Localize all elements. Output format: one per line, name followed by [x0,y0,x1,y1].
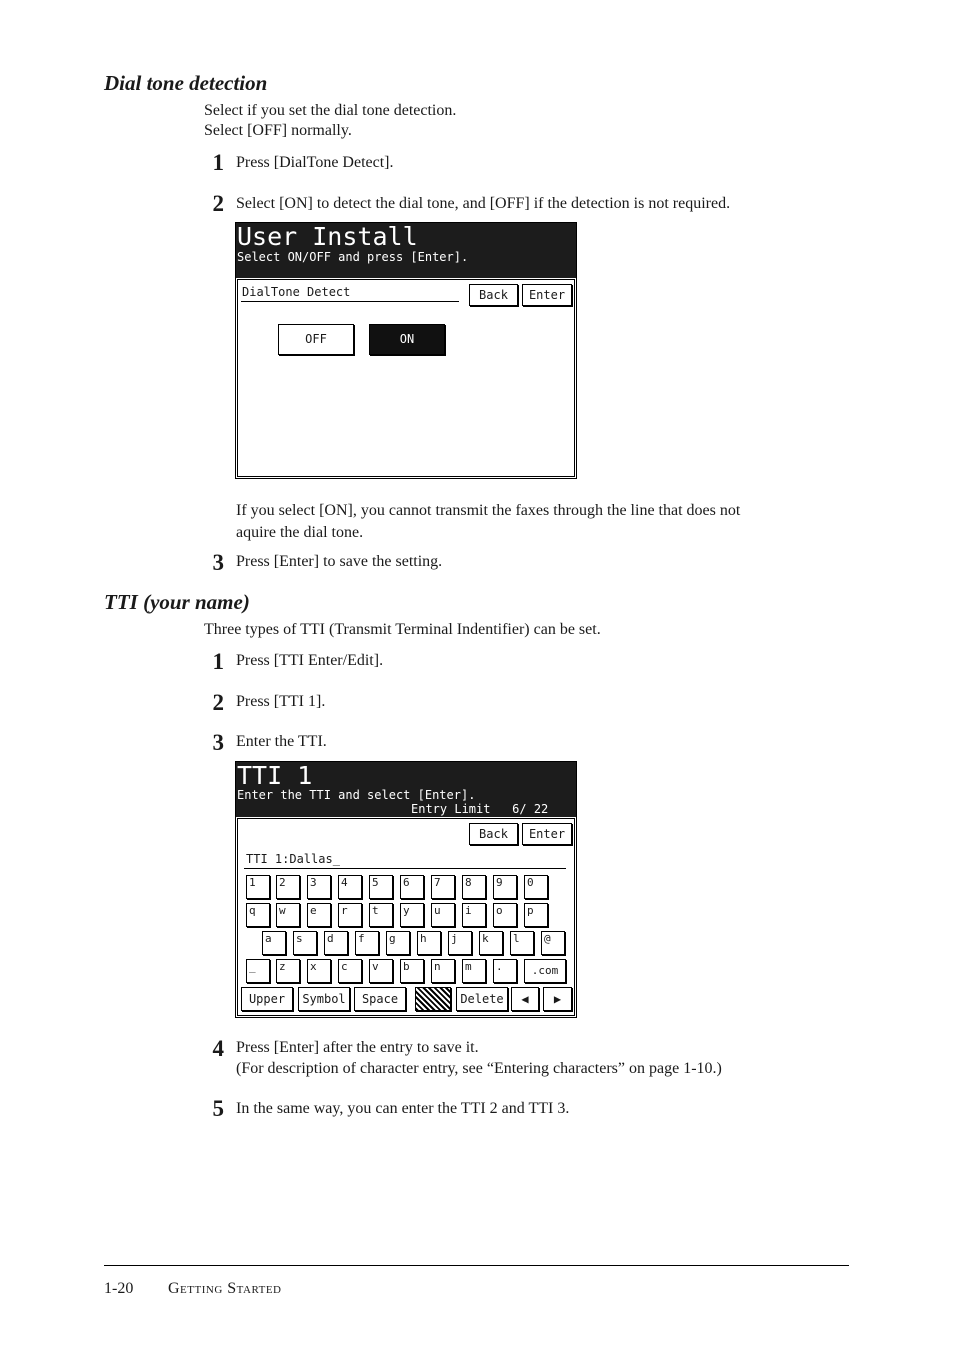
step-text: Press [Enter] after the entry to save it. [236,1039,479,1056]
tti-intro: Three types of TTI (Transmit Terminal Indentifier) can be set. [204,621,601,638]
dial-note-line-2: aquire the dial tone. [236,524,364,541]
step-text: Enter the TTI. [236,733,327,750]
key[interactable]: f [355,931,379,955]
key[interactable]: . [493,959,517,983]
dotcom-key[interactable]: .com [524,959,566,983]
key[interactable]: z [276,959,300,983]
lcd-body [237,279,575,477]
key[interactable]: a [262,931,286,955]
step-text: Press [Enter] to save the setting. [236,553,443,570]
lcd-screen-user-install [235,222,577,479]
off-button[interactable]: OFF [278,324,354,355]
back-button[interactable]: Back [469,823,518,845]
cursor-left-icon[interactable]: ◀ [511,987,539,1011]
step-number: 3 [212,550,224,575]
key[interactable]: w [276,903,300,927]
lcd-subtitle: Select ON/OFF and press [Enter]. [237,250,469,264]
step-text: Select [ON] to detect the dial tone, and [OFF] if the detection is not required. [236,195,731,212]
key[interactable]: p [524,903,548,927]
space-button[interactable]: Space [354,987,406,1011]
dial-note-line-1: If you select [ON], you cannot transmit the faxes through the line that does not [236,502,741,519]
chapter-title: Getting Started [168,1280,282,1297]
key[interactable]: g [386,931,410,955]
step-number: 4 [212,1036,224,1061]
key[interactable]: x [307,959,331,983]
key[interactable]: @ [541,931,565,955]
step-number: 3 [212,730,224,755]
key[interactable]: 7 [431,875,455,899]
key[interactable]: 2 [276,875,300,899]
dial-intro-line-1: Select if you set the dial tone detection. [204,102,457,119]
lcd-header [236,223,576,278]
enter-button[interactable]: Enter [522,284,572,306]
field-underline [244,868,566,869]
step-text: In the same way, you can enter the TTI 2 and TTI 3. [236,1100,570,1117]
key[interactable]: c [338,959,362,983]
lcd-subtitle: Enter the TTI and select [Enter]. [237,788,476,802]
step-number: 1 [212,150,224,175]
step-text: Press [TTI Enter/Edit]. [236,652,384,669]
tti-input-field[interactable]: TTI 1:Dallas_ [246,852,340,866]
key[interactable]: y [400,903,424,927]
key[interactable]: e [307,903,331,927]
lcd-title: TTI 1 [237,761,313,790]
key[interactable]: j [448,931,472,955]
section-heading-dial-tone: Dial tone detection [104,71,268,95]
key[interactable]: k [479,931,503,955]
key[interactable]: b [400,959,424,983]
dial-intro-line-2: Select [OFF] normally. [204,122,352,139]
lcd-title: User Install [237,222,418,251]
enter-button[interactable]: Enter [522,823,572,845]
step-text: Press [DialTone Detect]. [236,154,394,171]
key[interactable]: q [246,903,270,927]
step-subtext: (For description of character entry, see “Entering characters” on page 1-10.) [236,1060,722,1077]
footer-rule [104,1265,849,1266]
step-number: 1 [212,649,224,674]
key[interactable]: v [369,959,393,983]
step-number: 5 [212,1096,224,1121]
key[interactable]: i [462,903,486,927]
key[interactable]: 5 [369,875,393,899]
upper-button[interactable]: Upper [241,987,293,1011]
key[interactable]: m [462,959,486,983]
cursor-right-icon[interactable]: ▶ [543,987,572,1011]
step-text: Press [TTI 1]. [236,693,326,710]
key[interactable]: 9 [493,875,517,899]
key[interactable]: t [369,903,393,927]
page-number: 1-20 [104,1280,134,1297]
key[interactable]: s [293,931,317,955]
back-button[interactable]: Back [469,284,518,306]
key[interactable]: r [338,903,362,927]
key[interactable]: l [510,931,534,955]
lcd-body [237,818,575,1016]
dialtone-detect-label: DialTone Detect [242,285,351,299]
key[interactable]: 4 [338,875,362,899]
key[interactable]: n [431,959,455,983]
step-number: 2 [212,690,224,715]
key[interactable]: 1 [246,875,270,899]
key[interactable]: d [324,931,348,955]
lcd-screen-tti-entry [235,761,577,1018]
key[interactable]: _ [246,959,270,983]
step-number: 2 [212,191,224,216]
key[interactable]: 8 [462,875,486,899]
key[interactable]: 0 [524,875,548,899]
key[interactable]: 6 [400,875,424,899]
entry-limit: Entry Limit 6/ 22 [411,802,549,816]
key[interactable]: h [417,931,441,955]
hatched-mode-button[interactable] [415,987,451,1011]
symbol-button[interactable]: Symbol [298,987,350,1011]
on-button[interactable]: ON [369,324,445,355]
lcd-header [236,762,576,817]
key[interactable]: u [431,903,455,927]
section-heading-tti: TTI (your name) [104,590,250,614]
delete-button[interactable]: Delete [456,987,508,1011]
key[interactable]: o [493,903,517,927]
key[interactable]: 3 [307,875,331,899]
field-underline [241,301,459,302]
